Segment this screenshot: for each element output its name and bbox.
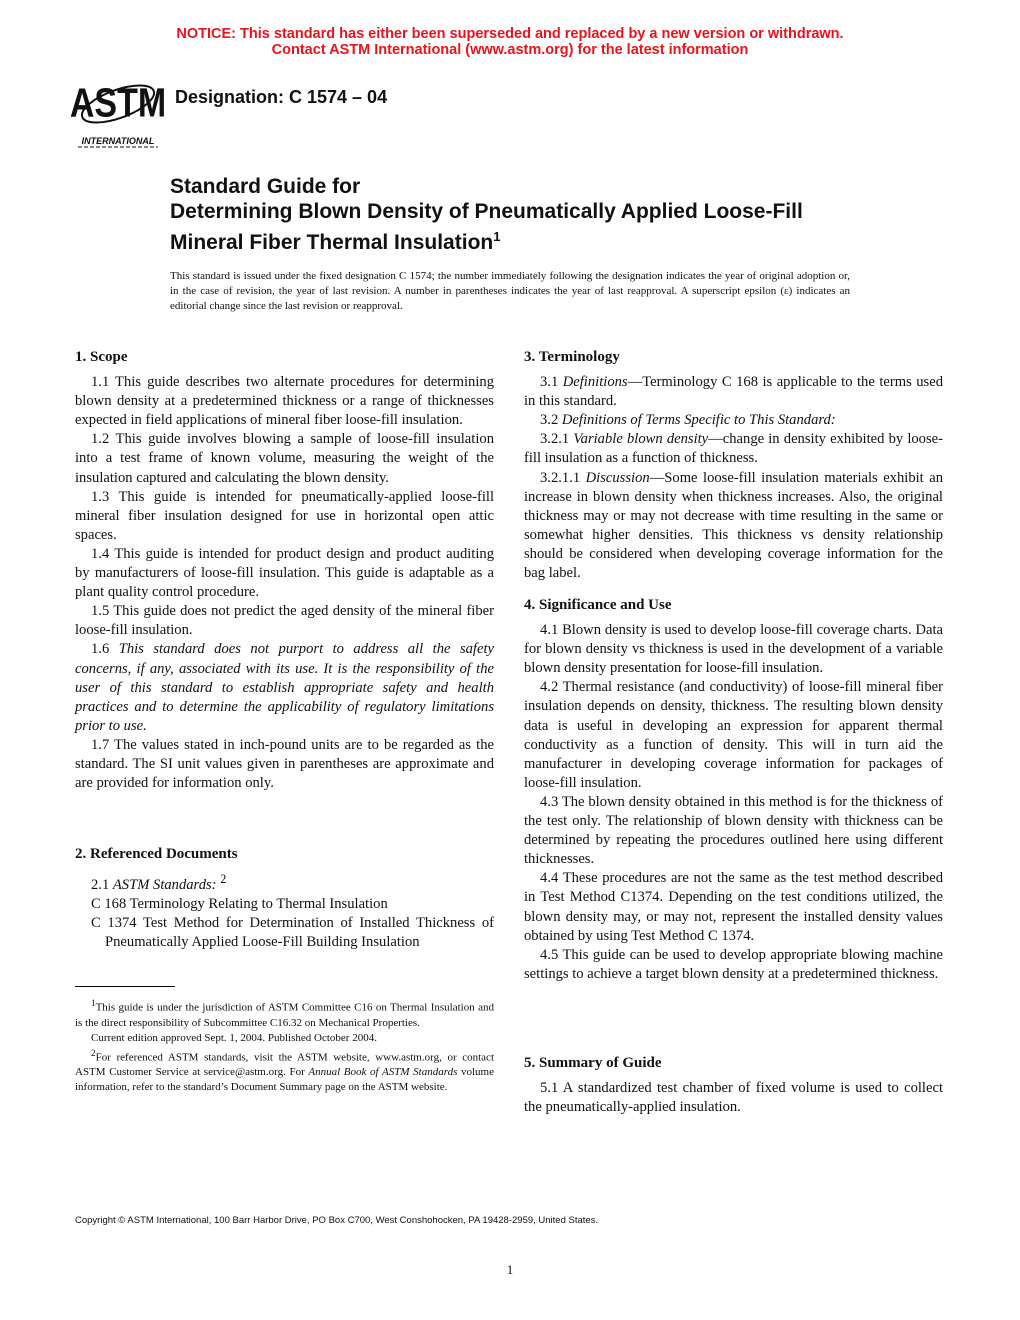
reference-item: C 168 Terminology Relating to Thermal Insulation [91, 896, 388, 913]
footnote-divider [75, 986, 175, 987]
notice-line-2: Contact ASTM International (www.astm.org) for the latest information [271, 42, 749, 58]
section-heading: 2. Referenced Documents [75, 846, 238, 862]
section-heading: 5. Summary of Guide [524, 1055, 662, 1071]
paragraph: 4.4 These procedures are not the same as the test method described in Test Method C1374. Depending on the test conditions utilized, the blown density may, or may not, represent the installed density values obtained by using Test Method C 1374. [524, 870, 943, 944]
svg-text:ASTM: ASTM [69, 79, 167, 126]
footnote: $^1$This guide is under the jurisdiction of ASTM Committee C16 on Thermal Insulation and is the direct responsibility of Subcommittee C16.32 on Mechanical Properties. [75, 998, 494, 1029]
paragraph: 3.2.1.1 Discussion—Some loose-fill insulation materials exhibit an increase in blown density when thickness increases. Also, the original thickness may or may not decrease with time resulting in the same or somewhat higher densities. This thickness vs density relationship should be considered when developing coverage information for the bag label. [524, 469, 944, 582]
paragraph: 1.6 This standard does not purport to address all the safety concerns, if any, associated with its use. It is the responsibility of the user of this standard to establish appropriate safety and health practices and to determine the applicability of regulatory limitations prior to use. [75, 641, 494, 734]
footnote: Current edition approved Sept. 1, 2004. Published October 2004. [91, 1031, 377, 1044]
paragraph: 1.4 This guide is intended for product design and product auditing by manufacturers of loose-fill insulation. This guide is adaptable as a plant quality control procedure. [75, 545, 494, 601]
footnote: $^2$For referenced ASTM standards, visit the ASTM website, www.astm.org, or contact ASTM Customer Service at service@astm.org. For Annual Book of ASTM Standards volume information, refer to the standard’s Document Summary page on the ASTM website. [75, 1047, 494, 1094]
title-line-1: Standard Guide for [170, 175, 361, 198]
paragraph: 5.1 A standardized test chamber of fixed volume is used to collect the pneumatically-applied insulation. [524, 1080, 943, 1116]
svg-text:INTERNATIONAL: INTERNATIONAL [81, 136, 155, 146]
paragraph: 4.5 This guide can be used to develop appropriate blowing machine settings to achieve a target blown density at a predetermined thickness. [524, 946, 943, 982]
astm-logo [69, 72, 167, 148]
paragraph: 4.2 Thermal resistance (and conductivity) of loose-fill mineral fiber insulation depends on density, thickness. The resulting blown density data is useful in developing an expression for apparent thermal conductivity as a function of density. This will in turn aid the manufacturer in developing coverage information for packages of loose-fill insulation. [524, 679, 943, 791]
footnote-ref: 1 [493, 229, 501, 244]
paragraph: 1.3 This guide is intended for pneumatically-applied loose-fill mineral fiber insulation designed for use in horizontal open attic spaces. [75, 488, 494, 543]
paragraph: 1.5 This guide does not predict the aged density of the mineral fiber loose-fill insulation. [75, 603, 494, 639]
paragraph: 2.1 ASTM Standards: $^2$ [91, 872, 227, 893]
section-summary [524, 1054, 943, 1117]
footnotes [75, 996, 494, 1095]
page-number: 1 [506, 1262, 514, 1277]
section-heading: 3. Terminology [524, 349, 620, 365]
paragraph: 4.1 Blown density is used to develop loose-fill coverage charts. Data for blown density vs thickness is used in the development of a variable blown density presentation for loose-fill insulation. [524, 622, 943, 677]
paragraph: 4.3 The blown density obtained in this method is for the thickness of the test only. The relationship of blown density with thickness can be determined by repeating the procedures outlined here using different thicknesses. [524, 793, 943, 868]
section-terminology [524, 348, 943, 583]
copyright: Copyright © ASTM International, 100 Barr Harbor Drive, PO Box C700, West Conshohocken, PA 19428-2959, United States. [75, 1215, 599, 1226]
title-line-2: Determining Blown Density of Pneumatically Applied Loose-Fill Mineral Fiber Thermal Insulation$^1$ [170, 200, 803, 254]
reference-item: C 1374 Test Method for Determination of Installed Thickness of Pneumatically Applied Loose-Fill Building Insulation [91, 915, 494, 951]
footnote-ref: 2 [220, 872, 227, 887]
designation: Designation: C 1574 – 04 [175, 87, 388, 107]
paragraph: 1.7 The values stated in inch-pound units are to be regarded as the standard. The SI unit values given in parentheses are approximate and are provided for information only. [75, 736, 494, 792]
section-significance [524, 596, 943, 984]
paragraph: 3.2 Definitions of Terms Specific to This Standard: [540, 412, 836, 429]
notice-line-1: NOTICE: This standard has either been superseded and replaced by a new version or withdrawn. [176, 26, 844, 42]
section-heading: 4. Significance and Use [524, 597, 672, 613]
document-title [170, 174, 870, 255]
section-referenced-documents [75, 845, 494, 952]
paragraph: 1.1 This guide describes two alternate procedures for determining blown density at a predetermined thickness or a range of thicknesses expected in field applications of mineral fiber loose-fill insulation. [75, 374, 494, 429]
paragraph: 3.1 Definitions—Terminology C 168 is applicable to the terms used in this standard. [524, 374, 943, 410]
paragraph: 1.2 This guide involves blowing a sample of loose-fill insulation into a test frame of known volume, measuring the weight of the insulation captured and calculating the blown density. [75, 431, 494, 486]
paragraph: 3.2.1 Variable blown density—change in density exhibited by loose-fill insulation as a function of thickness. [524, 431, 943, 467]
section-scope [75, 348, 494, 793]
preamble: This standard is issued under the fixed designation C 1574; the number immediately following the designation indicates the year of original adoption or, in the case of revision, the year of last revision. A number in parentheses indicates the year of last reapproval. A superscript epsilon (ε) indicates an editorial change since the last revision or reapproval. [170, 270, 850, 312]
withdrawal-notice [0, 26, 1020, 58]
section-heading: 1. Scope [75, 349, 128, 365]
